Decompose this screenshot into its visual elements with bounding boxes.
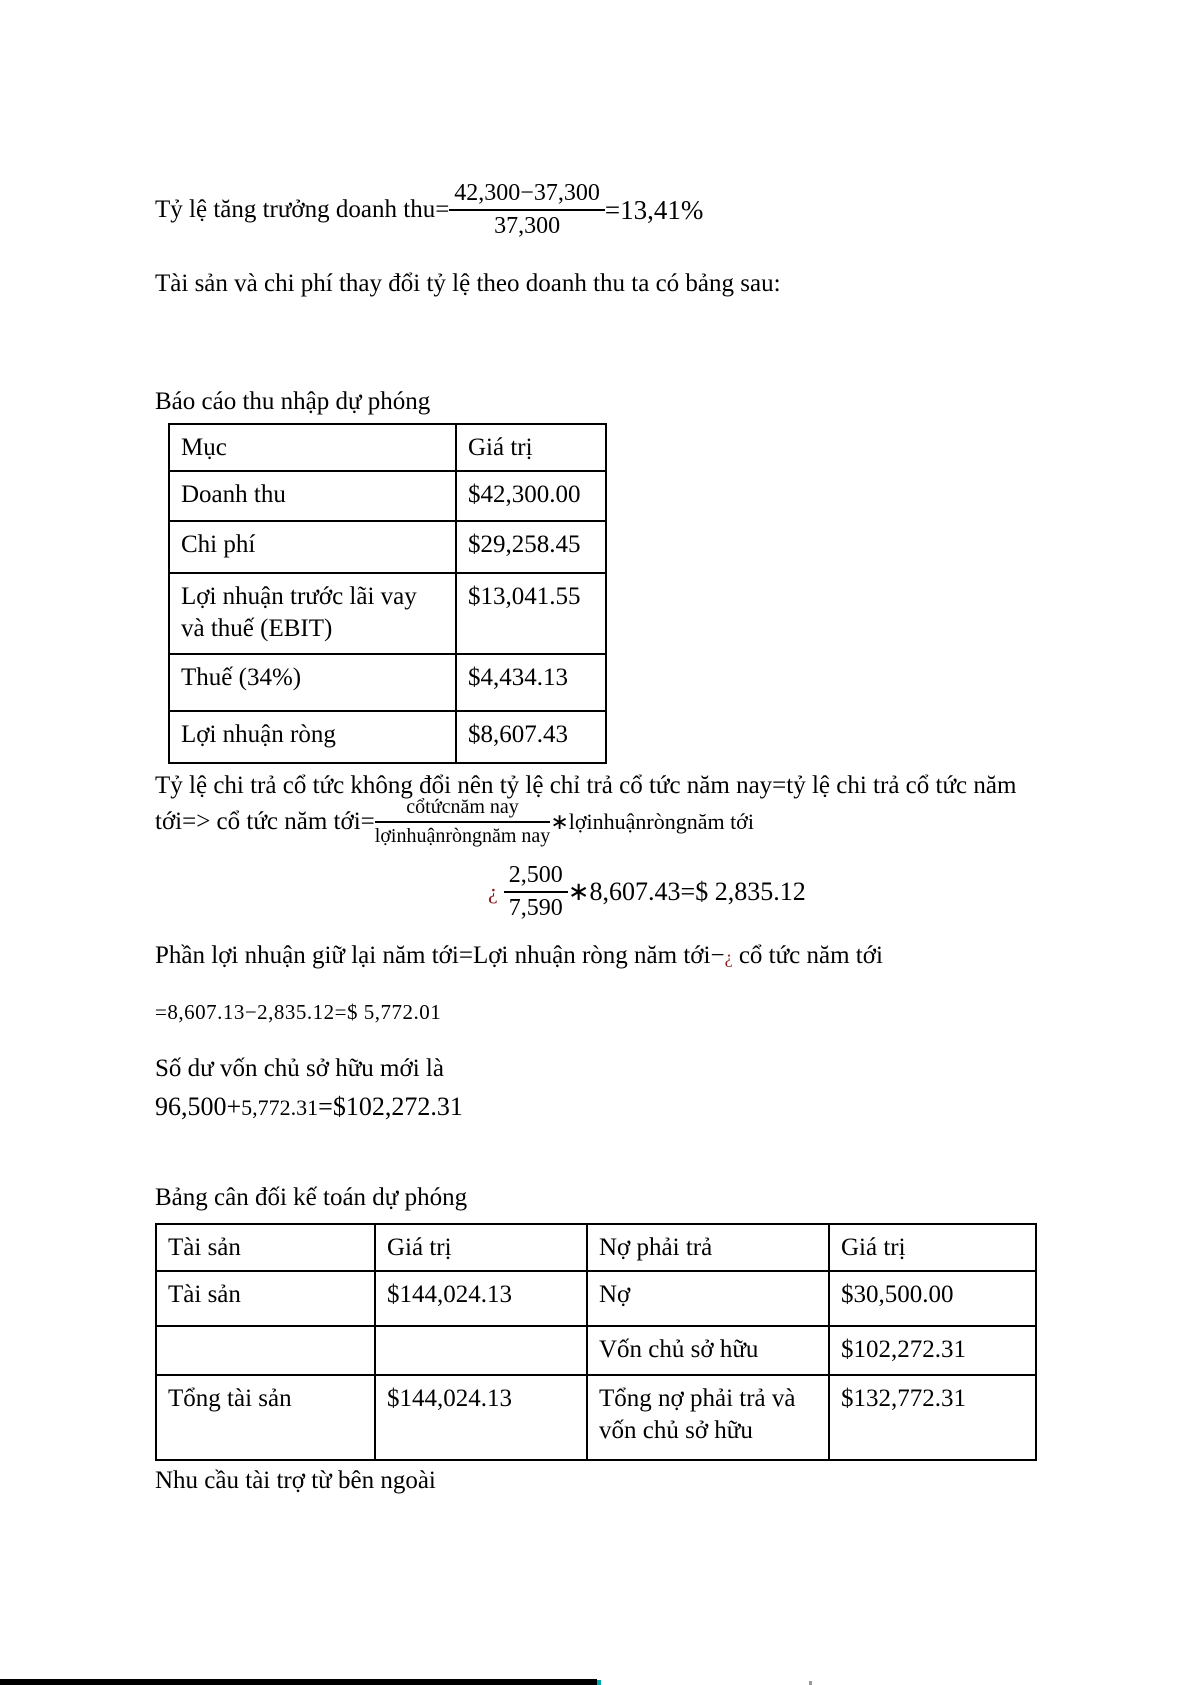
revenue-growth-formula bbox=[155, 180, 703, 240]
page-bottom-bar bbox=[0, 1679, 597, 1685]
cell-value: $132,772.31 bbox=[829, 1375, 1036, 1460]
paragraph-text: Phần lợi nhuận giữ lại năm tới=Lợi nhuận ròng năm tới− bbox=[155, 942, 725, 969]
fraction bbox=[449, 180, 605, 240]
dividend-calc-formula bbox=[488, 862, 806, 922]
dividend-formula bbox=[155, 796, 754, 848]
cell-value: $4,434.13 bbox=[456, 654, 606, 711]
cell-label: Chi phí bbox=[169, 521, 456, 573]
table-row bbox=[169, 573, 606, 654]
formula-suffix: ∗lợinhuậnròngnăm tới bbox=[550, 809, 754, 834]
gray-tick-mark bbox=[809, 1681, 812, 1685]
formula-result: =13,41% bbox=[604, 194, 704, 225]
cell-value: $29,258.45 bbox=[456, 521, 606, 573]
cell-value: $144,024.13 bbox=[375, 1271, 587, 1326]
header-cell-tai-san: Tài sản bbox=[156, 1224, 375, 1271]
table-row bbox=[169, 521, 606, 573]
table-row bbox=[156, 1375, 1036, 1460]
retained-earnings-calc: =8,607.13−2,835.12=$ 5,772.01 bbox=[155, 1000, 442, 1024]
cell-value: $144,024.13 bbox=[375, 1375, 587, 1460]
cell-label: Tổng tài sản bbox=[156, 1375, 375, 1460]
fraction-denominator: lợinhuậnròngnăm nay bbox=[374, 825, 551, 847]
cell-label: Lợi nhuận trước lãi vay và thuế (EBIT) bbox=[169, 573, 456, 654]
dividend-paragraph-line1: Tỷ lệ chi trả cổ tức không đổi nên tỷ lệ chỉ trả cổ tức năm nay=tỷ lệ chi trả cổ tức năm bbox=[155, 772, 1017, 799]
intro-paragraph: Tài sản và chi phí thay đổi tỷ lệ theo doanh thu ta có bảng sau: bbox=[155, 270, 781, 297]
fraction-denominator: 37,300 bbox=[494, 213, 561, 239]
cell-label: Thuế (34%) bbox=[169, 654, 456, 711]
table-row bbox=[156, 1326, 1036, 1375]
header-cell-muc: Mục bbox=[169, 424, 456, 471]
cell-label: Tài sản bbox=[156, 1271, 375, 1326]
cell-label: Doanh thu bbox=[169, 471, 456, 521]
header-cell-no-phai-tra: Nợ phải trả bbox=[587, 1224, 829, 1271]
formula-lead-text: tới=> cổ tức năm tới= bbox=[155, 807, 375, 835]
cell-value: $42,300.00 bbox=[456, 471, 606, 521]
fraction-denominator: 7,590 bbox=[508, 895, 563, 921]
cell-label: Tổng nợ phải trả và vốn chủ sở hữu bbox=[587, 1375, 829, 1460]
calc-part: =$102,272.31 bbox=[318, 1092, 463, 1121]
formula-suffix: ∗8,607.43=$ 2,835.12 bbox=[567, 877, 806, 906]
cell-label: Lợi nhuận ròng bbox=[169, 711, 456, 763]
fraction-numerator: 42,300−37,300 bbox=[449, 180, 605, 211]
fraction bbox=[504, 862, 568, 922]
header-cell-gia-tri-2: Giá trị bbox=[829, 1224, 1036, 1271]
income-statement-table bbox=[168, 423, 607, 764]
cell-label bbox=[156, 1326, 375, 1375]
cell-value: $13,041.55 bbox=[456, 573, 606, 654]
calc-part: 96,500+ bbox=[155, 1092, 242, 1121]
table-row bbox=[169, 711, 606, 763]
table-row bbox=[156, 1271, 1036, 1326]
table-row bbox=[169, 654, 606, 711]
table-header-row bbox=[169, 424, 606, 471]
cell-value: $8,607.43 bbox=[456, 711, 606, 763]
fraction-numerator: cổtứcnăm nay bbox=[375, 796, 551, 823]
inverted-question-glyph: ¿ bbox=[724, 947, 733, 967]
retained-earnings-paragraph bbox=[155, 940, 1075, 973]
cyan-cursor-mark bbox=[597, 1680, 601, 1685]
equity-paragraph: Số dư vốn chủ sở hữu mới là bbox=[155, 1055, 444, 1082]
cell-label: Vốn chủ sở hữu bbox=[587, 1326, 829, 1375]
calc-part: 5,772.31 bbox=[241, 1095, 319, 1120]
header-cell-gia-tri: Giá trị bbox=[375, 1224, 587, 1271]
formula-lead-text: Tỷ lệ tăng trưởng doanh thu= bbox=[155, 195, 450, 223]
table-header-row bbox=[156, 1224, 1036, 1271]
fraction bbox=[375, 796, 551, 848]
cell-value: $102,272.31 bbox=[829, 1326, 1036, 1375]
header-cell-gia-tri: Giá trị bbox=[456, 424, 606, 471]
balance-sheet-table bbox=[155, 1223, 1037, 1461]
table-row bbox=[169, 471, 606, 521]
income-statement-title: Báo cáo thu nhập dự phóng bbox=[155, 388, 431, 415]
efn-paragraph: Nhu cầu tài trợ từ bên ngoài bbox=[155, 1467, 436, 1494]
balance-sheet-title: Bảng cân đối kế toán dự phóng bbox=[155, 1184, 468, 1211]
cell-value bbox=[375, 1326, 587, 1375]
inverted-question-glyph: ¿ bbox=[488, 879, 498, 904]
cell-value: $30,500.00 bbox=[829, 1271, 1036, 1326]
paragraph-text: cổ tức năm tới bbox=[732, 942, 883, 969]
cell-label: Nợ bbox=[587, 1271, 829, 1326]
fraction-numerator: 2,500 bbox=[504, 862, 568, 893]
equity-calc-line bbox=[155, 1092, 463, 1122]
